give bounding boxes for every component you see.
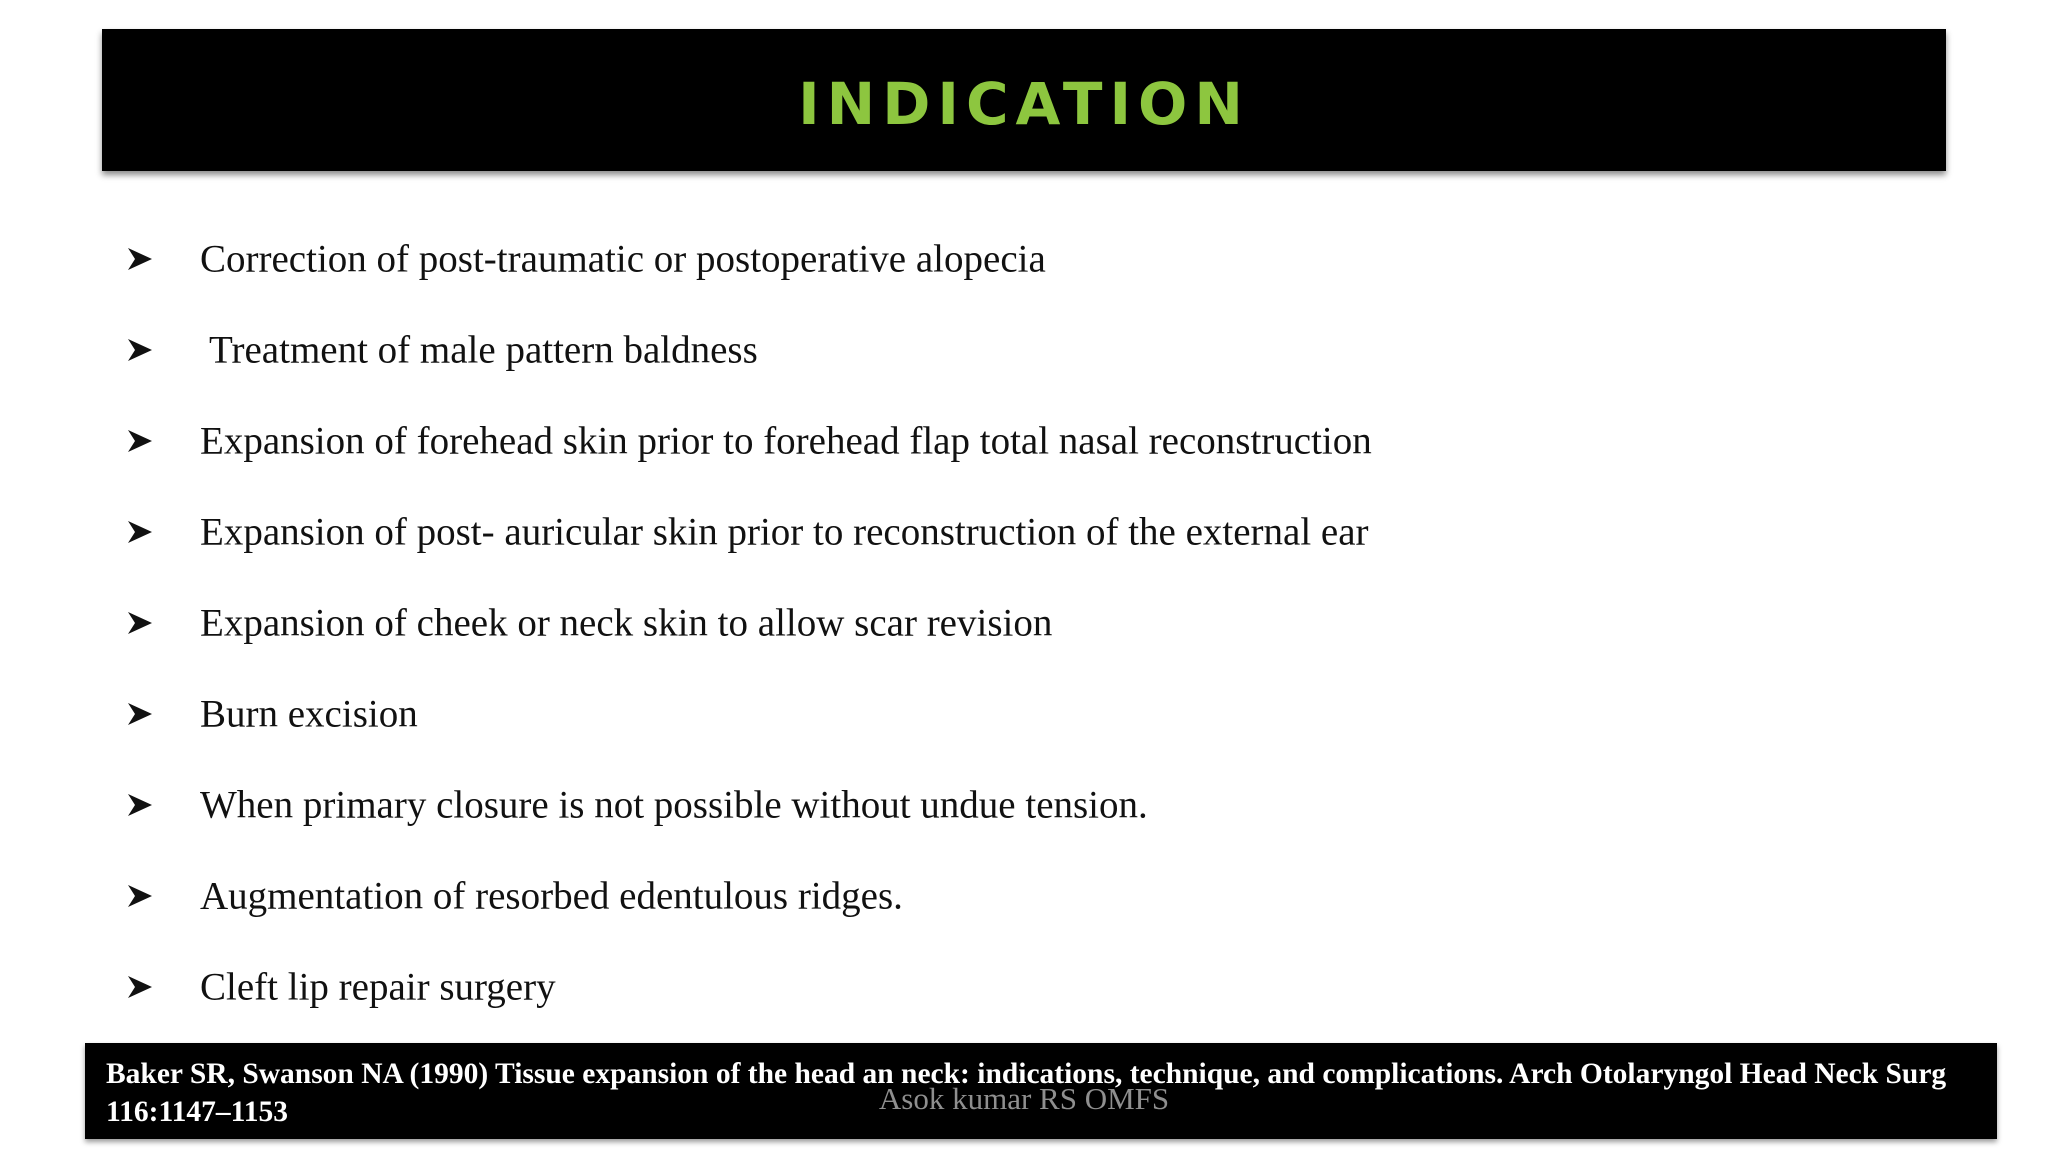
slide-title: INDICATION (798, 70, 1250, 138)
list-item (120, 957, 1820, 1017)
arrowhead-bullet-icon (126, 245, 154, 273)
bullet-text: Correction of post-traumatic or postoperative alopecia (200, 237, 1046, 281)
citation-text: Baker SR, Swanson NA (1990) Tissue expansion of the head an neck: indications, technique, and complications. Arch Otolaryngol Head Neck Surg 116:1147–1153 (106, 1058, 1947, 1128)
bullet-text: Burn excision (200, 692, 418, 736)
arrowhead-bullet-icon (126, 700, 154, 728)
list-item (120, 866, 1820, 926)
author-watermark: Asok kumar RS OMFS (878, 1081, 1170, 1116)
list-item (120, 684, 1820, 744)
bullet-text: Expansion of forehead skin prior to forehead flap total nasal reconstruction (200, 419, 1372, 463)
list-item (120, 411, 1820, 471)
arrowhead-bullet-icon (126, 427, 154, 455)
list-item (120, 229, 1820, 289)
arrowhead-bullet-icon (126, 791, 154, 819)
arrowhead-bullet-icon (126, 973, 154, 1001)
arrowhead-bullet-icon (126, 518, 154, 546)
list-item (120, 502, 1820, 562)
bullet-text: Treatment of male pattern baldness (200, 328, 758, 372)
arrowhead-bullet-icon (126, 336, 154, 364)
list-item (120, 320, 1820, 380)
bullet-text: When primary closure is not possible without undue tension. (200, 783, 1148, 827)
list-item (120, 775, 1820, 835)
bullet-text: Expansion of post- auricular skin prior to reconstruction of the external ear (200, 510, 1369, 554)
list-item (120, 593, 1820, 653)
bullet-text: Augmentation of resorbed edentulous ridges. (200, 874, 903, 918)
arrowhead-bullet-icon (126, 882, 154, 910)
arrowhead-bullet-icon (126, 609, 154, 637)
bullet-text: Expansion of cheek or neck skin to allow scar revision (200, 601, 1053, 645)
bullet-text: Cleft lip repair surgery (200, 965, 556, 1009)
